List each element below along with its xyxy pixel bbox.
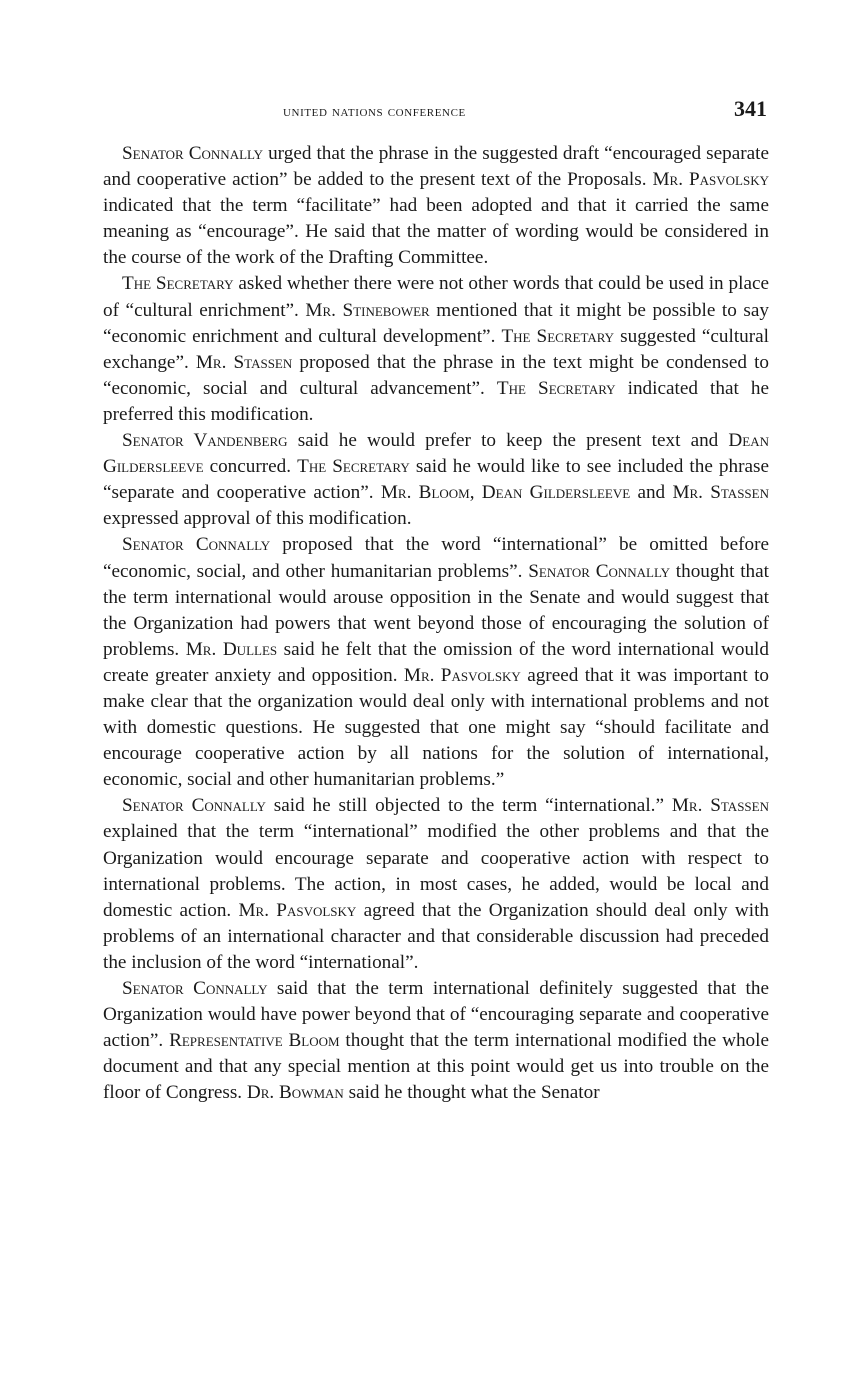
text-run: and bbox=[630, 482, 673, 504]
text-run: explained that the term “international” modified the other problems and that the Organization would encourage separate and cooperative action with respect to international problems. The action, in most cases, he added, would be local and domestic action. bbox=[103, 821, 769, 921]
speaker-name: Mr. Bloom, Dean Gildersleeve bbox=[380, 482, 631, 504]
paragraph bbox=[103, 793, 769, 976]
text-run: proposed that the word “international” be omitted before “economic, social, and other humanitarian problems”. bbox=[103, 534, 769, 582]
body-text bbox=[103, 141, 769, 1106]
text-run: urged that the phrase in the suggested draft “encouraged separate and cooperative action” be added to the present text of the Proposals. bbox=[103, 143, 769, 191]
text-run: agreed that it was important to make clear that the organization would deal only with international problems and not with domestic questions. He suggested that one might say “should facilitate and encourage cooperative action by all nations for the solution of international, economic, social and other humanitarian problems.” bbox=[103, 664, 769, 791]
speaker-name: Representative Bloom bbox=[169, 1030, 340, 1052]
running-title: united nations conference bbox=[283, 103, 466, 120]
text-run: said he would like to see included the phrase “separate and cooperative action”. bbox=[103, 456, 769, 504]
speaker-name: Mr. Pasvolsky bbox=[403, 664, 521, 686]
speaker-name: Senator Vandenberg bbox=[122, 430, 288, 452]
speaker-name: Dean Gildersleeve bbox=[103, 430, 769, 478]
running-header bbox=[103, 97, 769, 127]
speaker-name: Mr. Stassen bbox=[672, 482, 769, 504]
text-run: indicated that the term “facilitate” had been adopted and that it carried the same meaning as “encourage”. He said that the matter of wording would be considered in the course of the work of the Drafting Committee. bbox=[103, 195, 769, 269]
speaker-name: Dr. Bowman bbox=[246, 1082, 344, 1104]
text-run: indicated that he preferred this modification. bbox=[103, 377, 769, 425]
speaker-name: Mr. Stinebower bbox=[305, 299, 430, 321]
paragraph bbox=[103, 271, 769, 428]
document-page bbox=[103, 97, 769, 1106]
text-run: said that the term international definitely suggested that the Organization would have power beyond that of “encouraging separate and cooperative action”. bbox=[103, 978, 769, 1052]
text-run: suggested “cultural exchange”. bbox=[103, 325, 769, 373]
speaker-name: Senator Connally bbox=[528, 560, 671, 582]
text-run: said he felt that the omission of the word international would create greater anxiety and opposition. bbox=[103, 638, 769, 686]
paragraph bbox=[103, 976, 769, 1106]
text-run: concurred. bbox=[203, 456, 298, 478]
paragraph bbox=[103, 428, 769, 532]
speaker-name: Senator Connally bbox=[122, 534, 271, 556]
speaker-name: Mr. Dulles bbox=[185, 638, 278, 660]
speaker-name: Mr. Pasvolsky bbox=[652, 169, 769, 191]
page-number: 341 bbox=[734, 96, 767, 121]
speaker-name: Senator Connally bbox=[122, 143, 264, 164]
text-run: agreed that the Organization should deal only with problems of an international character and that considerable discussion had preceded the inclusion of the word “international”. bbox=[103, 899, 770, 973]
paragraph bbox=[103, 141, 769, 271]
text-run: asked whether there were not other words that could be used in place of “cultural enrichment”. bbox=[103, 273, 769, 321]
speaker-name: Mr. Stassen bbox=[195, 351, 293, 373]
paragraph bbox=[103, 532, 769, 793]
text-run: said he still objected to the term “international.” bbox=[265, 795, 672, 817]
text-run: said he thought what the Senator bbox=[343, 1082, 600, 1104]
text-run: thought that the term international modified the whole document and that any special mention at this point would get us into trouble on the floor of Congress. bbox=[103, 1030, 769, 1104]
text-run: thought that the term international would arouse opposition in the Senate and would suggest that the Organization had powers that went beyond those of encouraging the solution of problems. bbox=[103, 560, 769, 660]
speaker-name: The Secretary bbox=[501, 325, 615, 347]
speaker-name: Senator Connally bbox=[122, 978, 268, 999]
text-run: expressed approval of this modification. bbox=[103, 508, 412, 530]
speaker-name: The Secretary bbox=[122, 273, 234, 295]
speaker-name: Senator Connally bbox=[122, 795, 266, 817]
text-run: said he would prefer to keep the present text and bbox=[287, 430, 729, 452]
speaker-name: The Secretary bbox=[297, 456, 410, 478]
text-run: proposed that the phrase in the text might be condensed to “economic, social and cultural advancement”. bbox=[103, 351, 770, 399]
speaker-name: Mr. Stassen bbox=[671, 795, 769, 817]
speaker-name: Mr. Pasvolsky bbox=[238, 899, 357, 921]
speaker-name: The Secretary bbox=[496, 377, 616, 399]
text-run: mentioned that it might be possible to say “economic enrichment and cultural development”. bbox=[103, 299, 769, 347]
